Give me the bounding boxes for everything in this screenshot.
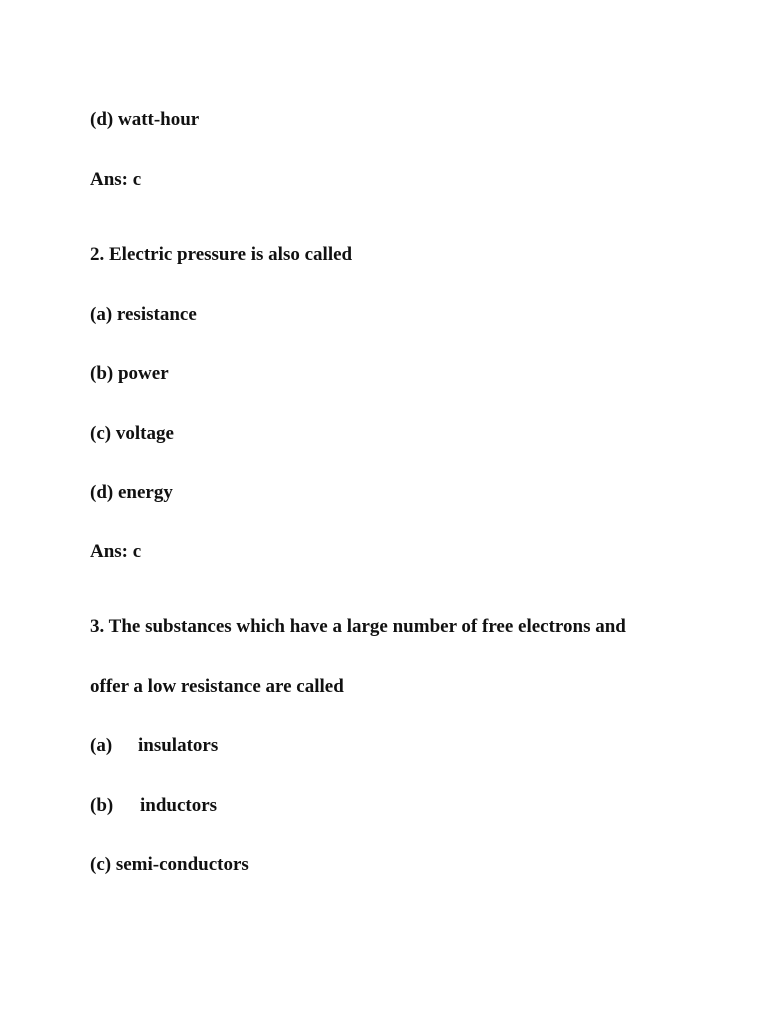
q2-question: 2. Electric pressure is also called xyxy=(90,244,353,265)
q3-option-b-marker: (b) xyxy=(90,795,114,816)
q2-answer: Ans: c xyxy=(90,541,142,562)
q3-option-c: (c) semi-conductors xyxy=(90,854,249,875)
q3-option-a-text: insulators xyxy=(138,735,219,756)
q1-answer: Ans: c xyxy=(90,169,142,190)
q3-question-line1: 3. The substances which have a large number of free electrons and xyxy=(90,616,626,637)
q1-option-d: (d) watt-hour xyxy=(90,109,200,130)
q3-option-b-text: inductors xyxy=(140,795,218,816)
q2-option-a: (a) resistance xyxy=(90,304,197,325)
q3-option-a xyxy=(90,735,218,757)
q2-option-d: (d) energy xyxy=(90,482,173,503)
q2-option-c: (c) voltage xyxy=(90,423,174,444)
q3-question-line2: offer a low resistance are called xyxy=(90,676,344,697)
q3-option-b xyxy=(90,795,217,817)
q2-option-b: (b) power xyxy=(90,363,169,384)
q3-option-a-marker: (a) xyxy=(90,735,113,756)
